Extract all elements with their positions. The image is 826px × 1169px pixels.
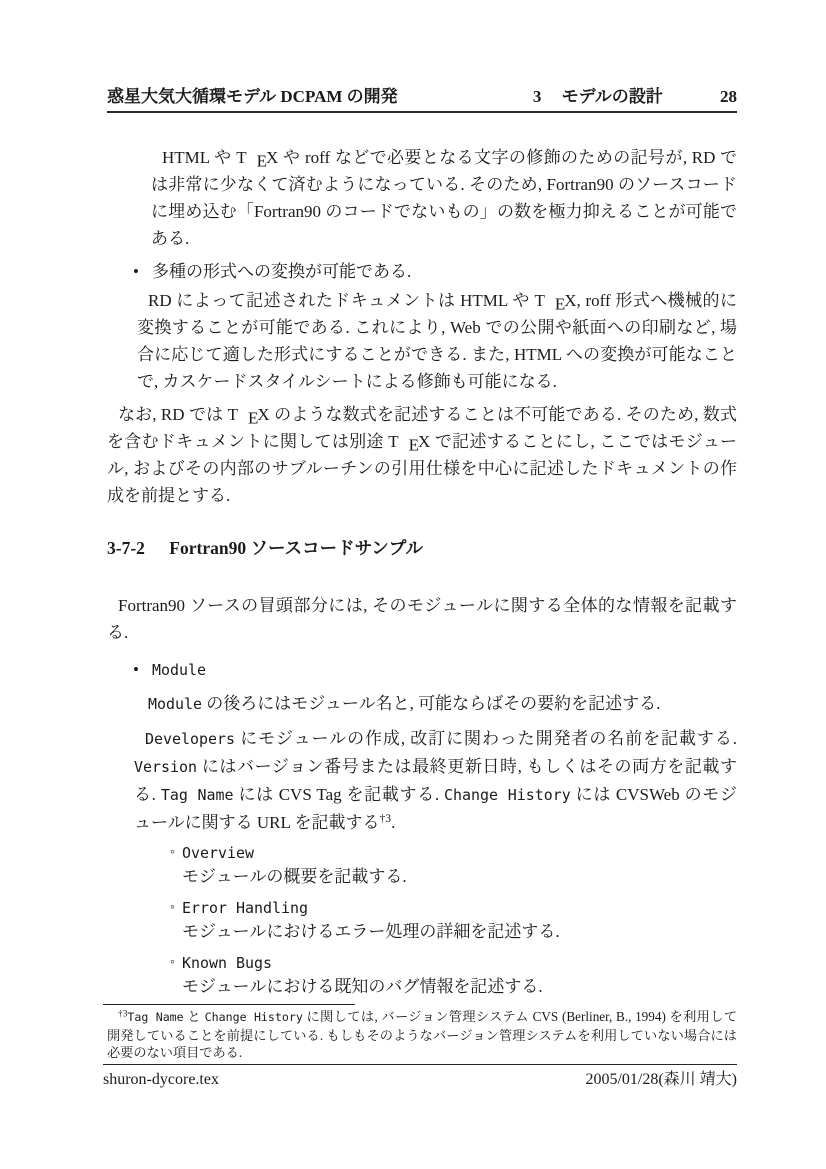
tex-logo: T EX	[534, 291, 577, 314]
section-heading	[107, 536, 737, 560]
sub-item-overview	[170, 842, 737, 864]
list-item-module	[107, 658, 737, 682]
list-item-formats	[107, 260, 737, 284]
continuation-paragraph: HTML や T EX や roff などで必要となる文字の修飾のための記号が, RD では非常に少なくて済むようになっている. そのため, Fortran90 のソースコードに埋め込む「Fortran90 のコードでないもの」の数を極力抑えることが可能である.	[151, 148, 738, 248]
sub-item-label: Known Bugs	[182, 954, 273, 972]
footnote-rule	[103, 1004, 355, 1005]
header-page-number: 28	[720, 87, 737, 106]
module-sublist	[170, 842, 737, 998]
module-label: Module	[152, 661, 207, 679]
footnote-text: $^{\dagger 3}$Tag Name と Change History に関しては, バージョン管理システム CVS (Berliner, B., 1994) を利用して開発していることを前提にしている. もしもそのようなバージョン管理システムを利用していない場合には必要のない項目である.	[107, 1008, 738, 1060]
section-number: 3-7-2	[107, 538, 145, 558]
circle-bullet-icon: ◦	[170, 955, 175, 970]
tex-logo: T EX	[388, 432, 431, 455]
tex-logo: T EX	[227, 405, 270, 428]
footer-date-author: 2005/01/28(森川 靖大)	[585, 1071, 737, 1088]
circle-bullet-icon: ◦	[170, 845, 175, 860]
module-description-2: Developers にモジュールの作成, 改訂に関わった開発者の名前を記載する. Version にはバージョン番号または最終更新日時, もしくはその両方を記載する. Tag Name には CVS Tag を記載する. Change History には CVSWeb のモジュールに関する URL を記載する$^{\dagger 3}$.	[134, 729, 737, 832]
page-header	[107, 86, 737, 113]
circle-bullet-icon: ◦	[170, 900, 175, 915]
sub-item-known-bugs	[170, 952, 737, 974]
list-item-label: 多種の形式への変換が可能である.	[152, 262, 412, 281]
note-paragraph: なお, RD では T EX のような数式を記述することは不可能である. そのため, 数式を含むドキュメントに関しては別途 T EX で記述することにし, ここではモジュール, およびその内部のサブルーチンの引用仕様を中心に記述したドキュメントの作成を前提とする.	[107, 405, 738, 505]
header-title: 惑星大気大循環モデル DCPAM の開発	[107, 87, 398, 106]
intro-paragraph: Fortran90 ソースの冒頭部分には, そのモジュールに関する全体的な情報を記載する.	[107, 596, 737, 642]
footnote-marker: †3	[379, 812, 392, 826]
bullet-icon: •	[133, 660, 139, 679]
section-title: Fortran90 ソースコードサンプル	[169, 538, 423, 558]
module-description-1: Module の後ろにはモジュール名と, 可能ならばその要約を記述する.	[148, 694, 661, 713]
sub-item-description: モジュールにおけるエラー処理の詳細を記述する.	[182, 922, 560, 941]
sub-item-label: Overview	[182, 844, 255, 862]
page-footer	[103, 1064, 737, 1090]
tex-logo: T EX	[236, 148, 279, 171]
bullet-icon: •	[133, 262, 139, 281]
sub-item-description: モジュールにおける既知のバグ情報を記述する.	[182, 977, 543, 996]
header-section-number: 3	[532, 87, 542, 106]
footer-filename: shuron-dycore.tex	[103, 1071, 219, 1088]
sub-item-error-handling	[170, 897, 737, 919]
sub-item-label: Error Handling	[182, 899, 309, 917]
header-section-title: モデルの設計	[561, 87, 663, 106]
list-item-description: RD によって記述されたドキュメントは HTML や T EX, roff 形式へ機械的に変換することが可能である. これにより, Web での公開や紙面への印刷など, 場合に応じて適した形式にすることができる. また, HTML への変換が可能なことで, カスケードスタイルシートによる修飾も可能になる.	[137, 291, 737, 391]
footnote-marker: †3	[118, 1008, 128, 1019]
header-section-info	[533, 86, 737, 107]
sub-item-description: モジュールの概要を記載する.	[182, 867, 407, 886]
